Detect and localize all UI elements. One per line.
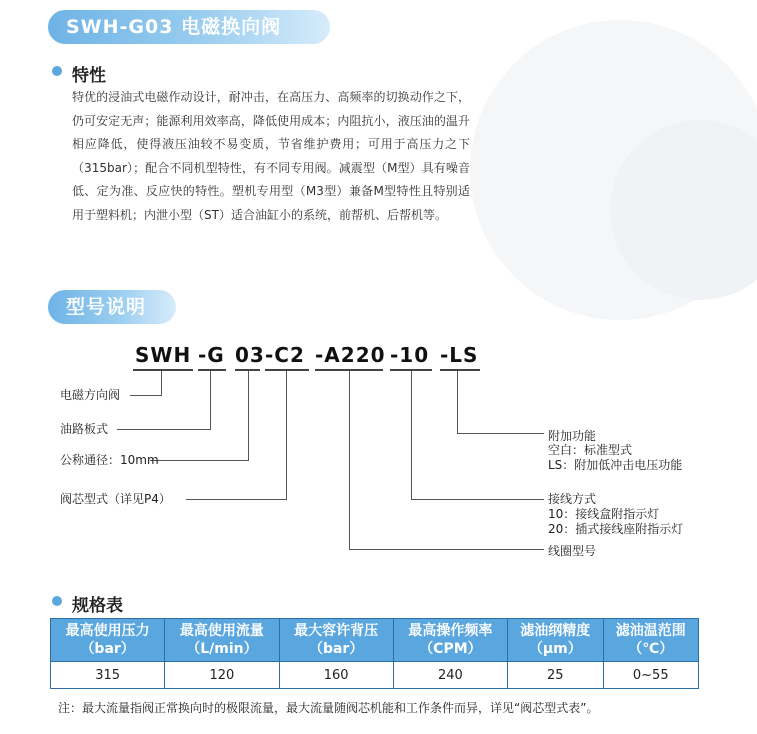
- model-code-seg7: -LS: [440, 343, 479, 367]
- table-cell: 120: [165, 662, 279, 689]
- table-cell: 25: [508, 662, 603, 689]
- spec-table: [50, 618, 699, 689]
- label-extra-function-blank: 空白：标准型式: [548, 443, 633, 457]
- code-underline: [440, 369, 480, 371]
- table-cell: 240: [393, 662, 507, 689]
- label-wiring-10: 10：接线盒附指示灯: [548, 507, 660, 521]
- label-directional-valve: 电磁方向阀: [60, 388, 121, 402]
- table-header-cell: 最高使用压力 （bar）: [51, 619, 165, 662]
- table-header-cell: 滤油温范围 （℃）: [603, 619, 699, 662]
- bullet-dot-icon: [52, 66, 62, 76]
- table-cell: 315: [51, 662, 165, 689]
- features-text: 特优的浸油式电磁作动设计，耐冲击，在高压力、高频率的切换动作之下，仍可安定无声；能源利用效率高，降低使用成本；内阻抗小，液压油的温升相应降低，使得液压油较不易变质，节省维护费用；可用于高压力之下（315bar）；配合不同机型特性，有不同专用阀。减震型（M型）具有噪音低、定为准、反应快的特性。塑机专用型（M3型）兼备M型特性且特别适用于塑料机；内泄小型（ST）适合油缸小的系统，前帮机、后帮机等。: [72, 90, 470, 222]
- code-underline: [198, 369, 226, 371]
- code-underline: [133, 369, 193, 371]
- label-extra-function: 附加功能: [548, 429, 597, 443]
- model-code-seg3: 03: [235, 343, 265, 367]
- connector-line: [161, 371, 162, 395]
- connector-line: [457, 371, 458, 433]
- connector-line: [349, 549, 544, 550]
- label-coil-model: 线圈型号: [548, 544, 597, 558]
- model-code-seg1: SWH: [135, 343, 192, 367]
- table-header-cell: 最高操作频率 （CPM）: [393, 619, 507, 662]
- model-banner: [48, 290, 176, 324]
- connector-line: [130, 395, 162, 396]
- spec-heading: 规格表: [72, 596, 123, 616]
- page-title: SWH-G03 电磁换向阀: [66, 16, 282, 38]
- title-banner: [48, 10, 330, 44]
- connector-line: [349, 371, 350, 549]
- table-header-cell: 滤油纲精度 （μm）: [508, 619, 603, 662]
- connector-line: [210, 371, 211, 429]
- table-cell: 0~55: [603, 662, 699, 689]
- connector-line: [411, 371, 412, 499]
- table-header-row: [51, 619, 699, 662]
- model-code-seg4: -C2: [265, 343, 305, 367]
- label-extra-function-ls: LS：附加低冲击电压功能: [548, 458, 683, 472]
- code-underline: [265, 369, 309, 371]
- connector-line: [286, 371, 287, 499]
- label-wiring: 接线方式: [548, 492, 597, 506]
- connector-line: [186, 499, 287, 500]
- model-code-seg2: -G: [198, 343, 225, 367]
- footnote: 注：最大流量指阀正常换向时的极限流量，最大流量随阀芯机能和工作条件而异，详见“阀芯型式表”。: [58, 701, 599, 715]
- model-code-seg5: -A220: [315, 343, 386, 367]
- label-subplate: 油路板式: [60, 422, 109, 436]
- bullet-dot-icon: [52, 596, 62, 606]
- table-row: [51, 662, 699, 689]
- label-wiring-20: 20：插式接线座附指示灯: [548, 522, 684, 536]
- connector-line: [117, 429, 211, 430]
- table-cell: 160: [279, 662, 393, 689]
- connector-line: [457, 433, 544, 434]
- model-heading: 型号说明: [66, 296, 147, 318]
- connector-line: [411, 499, 544, 500]
- features-heading: 特性: [72, 66, 106, 86]
- table-header-cell: 最大容许背压 （bar）: [279, 619, 393, 662]
- model-code-seg6: -10: [390, 343, 430, 367]
- connector-line: [248, 371, 249, 460]
- table-header-cell: 最高使用流量 （L/min）: [165, 619, 279, 662]
- connector-line: [150, 460, 249, 461]
- label-nominal-size: 公称通径：10mm: [60, 453, 159, 467]
- label-spool-type: 阀芯型式（详见P4）: [60, 492, 171, 506]
